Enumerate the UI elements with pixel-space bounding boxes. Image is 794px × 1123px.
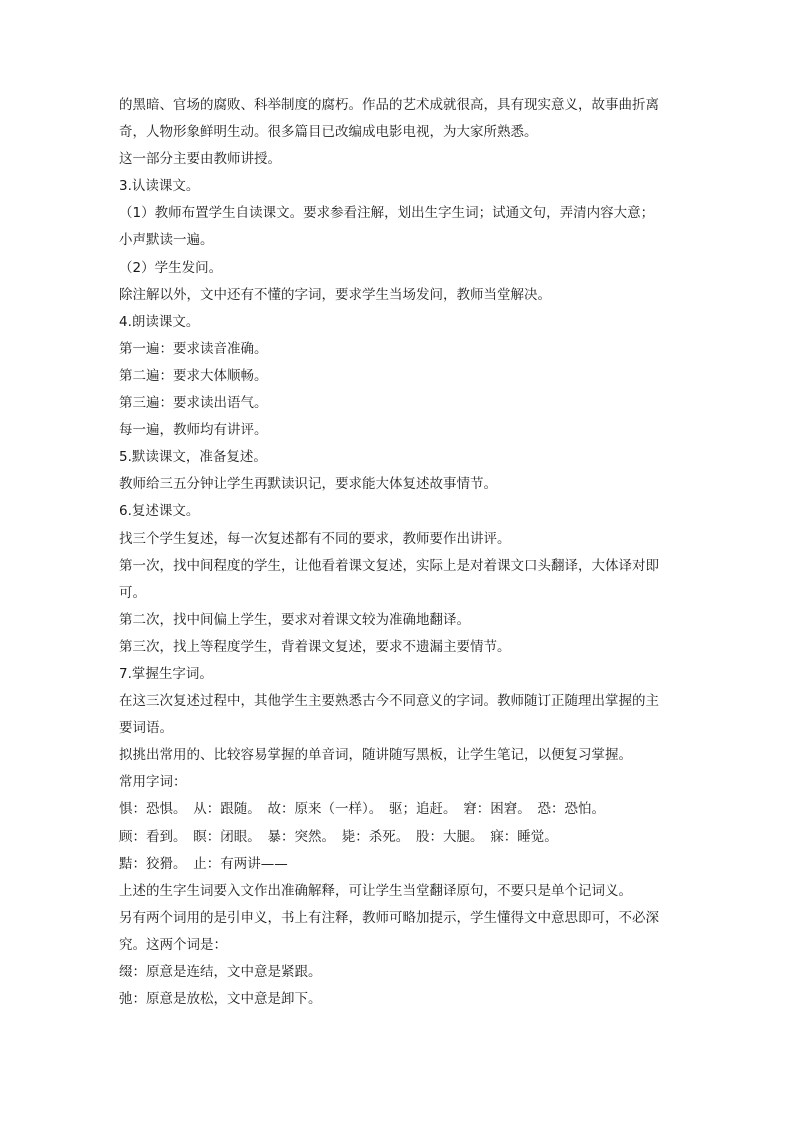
text-line: 拟挑出常用的、比较容易掌握的单音词，随讲随写黑板，让学生笔记，以便复习掌握。 — [119, 747, 632, 764]
vocab-line: 黠：狡猾。 止：有两讲—— — [119, 855, 288, 872]
text-line: 弛：原意是放松，文中意是卸下。 — [119, 991, 322, 1008]
text-line: 可。 — [119, 584, 146, 601]
text-line: 教师给三五分钟让学生再默读识记，要求能大体复述故事情节。 — [119, 476, 497, 493]
text-line: 缀：原意是连结，文中意是紧跟。 — [119, 964, 322, 980]
text-line: 找三个学生复述，每一次复述都有不同的要求，教师要作出讲评。 — [119, 530, 511, 547]
text-line: 第二次，找中间偏上学生，要求对着课文较为准确地翻译。 — [119, 611, 470, 628]
section-heading: 4.朗读课文。 — [119, 313, 200, 330]
vocab-line: 惧：恐惧。 从：跟随。 故：原来（一样）。 驱；追赶。 窘：困窘。 恐：恐怕。 — [119, 801, 605, 818]
text-line: 另有两个词用的是引申义，书上有注释，教师可略加提示，学生懂得文中意思即可，不必深 — [119, 909, 659, 926]
vocab-line: 顾：看到。 瞑：闭眼。 暴：突然。 毙：杀死。 股：大腿。 寐：睡觉。 — [119, 828, 558, 845]
document-page — [119, 92, 679, 1013]
text-line: 第一遍：要求读音准确。 — [119, 340, 268, 357]
section-heading: 6.复述课文。 — [119, 503, 200, 520]
section-heading: 7.掌握生字词。 — [119, 665, 213, 682]
text-line: 上述的生字生词要入文作出准确解释，可让学生当堂翻译原句，不要只是单个记词义。 — [119, 882, 632, 899]
text-line: 究。这两个词是： — [119, 936, 227, 953]
text-line: 奇，人物形象鲜明生动。很多篇目已改编成电影电视，为大家所熟悉。 — [119, 124, 538, 141]
text-line: 每一遍，教师均有讲评。 — [119, 422, 268, 439]
text-line: （1）教师布置学生自读课文。要求参看注解，划出生字生词；试通文句，弄清内容大意； — [119, 205, 655, 222]
text-line: 第二遍：要求大体顺畅。 — [119, 367, 268, 384]
text-line: 第三次，找上等程度学生，背着课文复述，要求不遗漏主要情节。 — [119, 638, 511, 655]
text-line: 第三遍：要求读出语气。 — [119, 395, 268, 412]
text-line: 这一部分主要由教师讲授。 — [119, 151, 281, 168]
text-line: （2）学生发问。 — [119, 259, 223, 276]
section-heading: 5.默读课文，准备复述。 — [119, 449, 267, 466]
text-line: 小声默读一遍。 — [119, 232, 214, 249]
text-line: 在这三次复述过程中，其他学生主要熟悉古今不同意义的字词。教师随订正随理出掌握的主 — [119, 693, 659, 710]
text-line: 的黑暗、官场的腐败、科举制度的腐朽。作品的艺术成就很高，具有现实意义，故事曲折离 — [119, 97, 659, 113]
text-line: 要词语。 — [119, 720, 173, 737]
text-line: 常用字词： — [119, 774, 187, 791]
text-line: 除注解以外，文中还有不懂的字词，要求学生当场发问，教师当堂解决。 — [119, 286, 551, 303]
text-line: 第一次，找中间程度的学生，让他看着课文复述，实际上是对着课文口头翻译，大体译对即 — [119, 557, 659, 574]
section-heading: 3.认读课文。 — [119, 178, 200, 195]
